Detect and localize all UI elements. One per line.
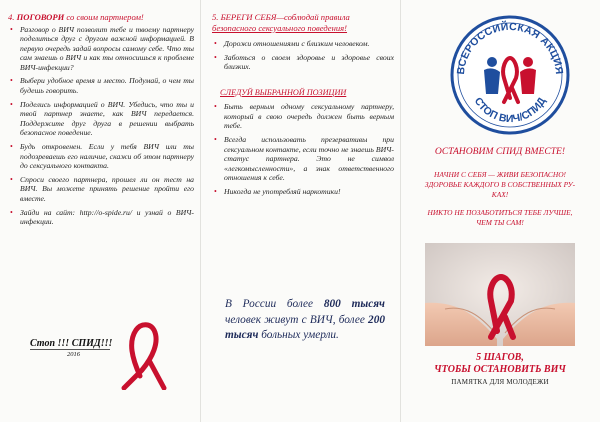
section-title-talk: 4. ПОГОВОРИ со своим партнером! (8, 12, 144, 22)
talk-list (8, 25, 194, 227)
list-item: • Дорожи отношениями с близким человеком. (214, 39, 370, 48)
red-ribbon-icon (20, 318, 170, 390)
bullet-icon: • (10, 207, 13, 217)
protect-list (212, 39, 394, 72)
bullet-icon: • (10, 99, 13, 109)
year-label: 2016 (67, 351, 80, 358)
list-item: • Будь откровенен. Если у тебя ВИЧ или ты подозреваешь его наличие, скажи об этом партнеру до сексуального контакта. (10, 142, 194, 171)
panel-protect (200, 0, 400, 422)
list-item: • Выбери удобное время и место. Подумай, о чем ты будешь говорить. (10, 76, 194, 96)
emblem-bottom-text: СТОП ВИЧ/СПИД (471, 95, 549, 126)
emblem-top-text: ВСЕРОССИЙСКАЯ АКЦИЯ (454, 20, 566, 76)
slogan-block-2: НИКТО НЕ ПОЗАБОТИТЬСЯ ТЕБЕ ЛУЧШЕ, ЧЕМ ТЫ САМ! (427, 208, 573, 227)
bullet-icon: • (214, 187, 217, 197)
list-item: • Спроси своего партнера, прошел ли он тест на ВИЧ. Вы можете принять решение пройти его вместе. (10, 174, 194, 203)
position-list (212, 102, 394, 196)
list-item: • Заботься о своем здоровье и здоровье своих близких. (214, 52, 394, 72)
brochure-caption: ПАМЯТКА ДЛЯ МОЛОДЕЖИ (451, 378, 549, 386)
emblem-logo-icon (448, 12, 573, 137)
bullet-icon: • (214, 102, 217, 112)
hands-ribbon-photo (425, 243, 575, 346)
ribbon-logo (20, 318, 170, 390)
list-item: • Поделись информацией о ВИЧ. Убедись, что ты и твой партнер знаете, как ВИЧ передается. Поддержите друг друга в решении выбрать безопасное поведение. (10, 99, 194, 138)
bullet-icon: • (10, 142, 13, 152)
campaign-heading: ОСТАНОВИМ СПИД ВМЕСТЕ! (434, 146, 566, 157)
bullet-icon: • (214, 39, 217, 48)
bullet-icon: • (10, 174, 13, 184)
bullet-icon: • (10, 24, 13, 34)
hands-holding-ribbon-icon (425, 243, 575, 346)
stats-paragraph: В России более 800 тысяч человек живут с ВИЧ, более 200 тысяч больных умерли. (225, 298, 385, 341)
bullet-icon: • (214, 135, 217, 145)
section-title-position: СЛЕДУЙ ВЫБРАННОЙ ПОЗИЦИИ (220, 87, 347, 97)
divider (30, 349, 110, 350)
list-item: • Разговор о ВИЧ позволит тебе и твоему партнеру поделиться друг с другом важной информацией. В первую очередь задай вопросы самому себе. Что ты сам знаешь о ВИЧ и как ты относишься к проблеме ВИЧ-инфекции? (10, 24, 194, 72)
brochure-title: 5 ШАГОВ, ЧТОБЫ ОСТАНОВИТЬ ВИЧ (434, 352, 566, 375)
slogan-block-1: НАЧНИ С СЕБЯ — ЖИВИ БЕЗОПАСНО! ЗДОРОВЬЕ КАЖДОГО В СОБСТВЕННЫХ РУ- КАХ! (424, 170, 576, 199)
list-item: • Всегда использовать презервативы при сексуальном контакте, если точно не знаешь ВИЧ-статус партнера. Это не символ «легкомысленности», а знак ответственного отношения к себе. (214, 135, 394, 183)
list-item: • Быть верным одному сексуальному партнеру, который в свою очередь должен быть верным тебе. (214, 102, 394, 131)
campaign-emblem (448, 12, 573, 137)
bullet-icon: • (10, 76, 13, 86)
section-title-protect: 5. БЕРЕГИ СЕБЯ—соблюдай правила безопасного сексуального поведения! (212, 12, 350, 33)
list-item: • Зайди на сайт: http://o-spide.ru/ и узнай о ВИЧ-инфекции. (10, 207, 194, 227)
bullet-icon: • (214, 52, 217, 62)
stop-aids-text: Стоп !!! СПИД!!! (30, 338, 113, 349)
list-item: • Никогда не употребляй наркотики! (214, 187, 341, 197)
